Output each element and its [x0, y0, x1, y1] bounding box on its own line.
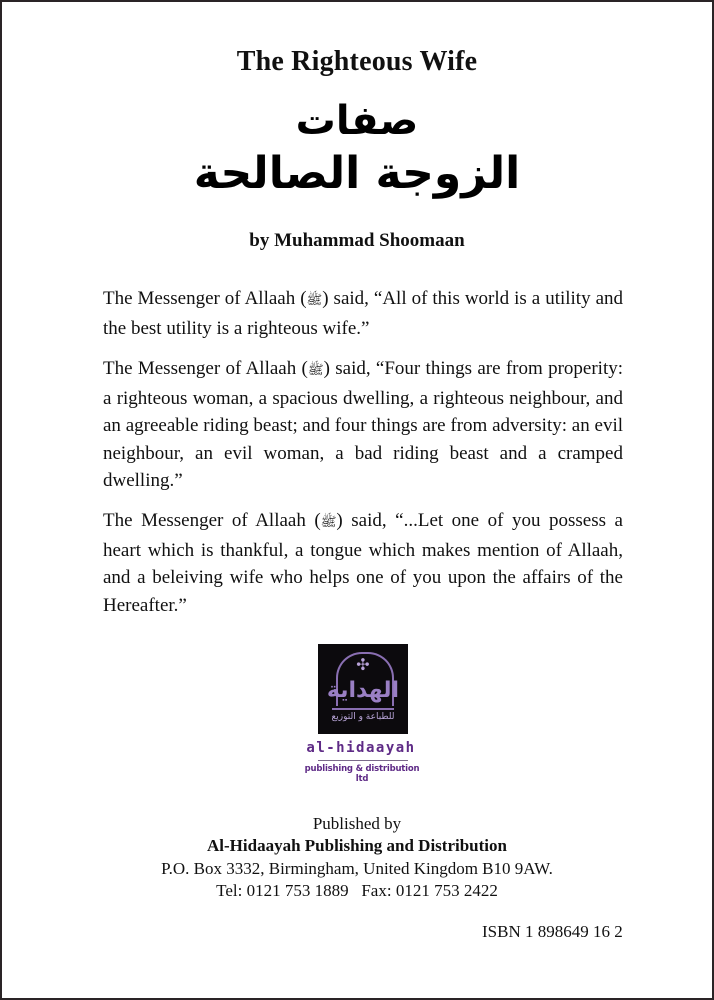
quote-text: ) said, “All of this world is a utility and the best utility is a righteous wife.”: [103, 288, 624, 339]
logo-subtitle: publishing & distribution ltd: [304, 764, 420, 784]
logo-arabic-name: الهداية: [326, 678, 400, 703]
hadith-quote-2: [103, 355, 623, 495]
isbn-number: ISBN 1 898649 16 2: [482, 922, 623, 941]
author-line: by Muhammad Shoomaan: [249, 230, 465, 251]
arabic-title-line2: الزوجة الصالحة: [193, 148, 521, 199]
publisher-address: P.O. Box 3332, Birmingham, United Kingdom B10 9AW.: [161, 859, 553, 878]
hadith-quote-3: [103, 507, 623, 619]
logo-underline: [332, 708, 394, 710]
published-by-label: Published by: [312, 814, 402, 833]
publisher-name: Al-Hidaayah Publishing and Distribution: [207, 836, 507, 855]
hadith-quote-1: [103, 285, 623, 342]
salawat-symbol-icon: ﷺ: [307, 363, 324, 378]
arabic-title-line1: صفات: [295, 98, 419, 144]
publisher-contact: Tel: 0121 753 1889 Fax: 0121 753 2422: [216, 881, 498, 900]
quote-text: ) said, “Four things are from properity: a righteous woman, a spacious dwelling, a righteous neighbour, and an agreeable riding beast; and four things are from adversity: an evil neighbour, an evil woman, a bad riding beast and a cramped dwelling.”: [103, 358, 623, 491]
book-title: The Righteous Wife: [236, 46, 478, 77]
logo-name: al-hidaayah: [306, 740, 416, 756]
logo-divider: [318, 760, 408, 761]
quote-lead: The Messenger of Allaah (: [103, 358, 308, 379]
publisher-logo: [318, 644, 408, 734]
quote-lead: The Messenger of Allaah (: [103, 510, 321, 531]
salawat-symbol-icon: ﷺ: [306, 293, 323, 308]
knot-ornament-icon: ✣: [356, 655, 370, 674]
logo-arabic-tagline: للطباعة و التوزيع: [331, 712, 395, 722]
salawat-symbol-icon: ﷺ: [320, 515, 337, 530]
quote-text: ) said, “...Let one of you possess a heart which is thankful, a tongue which makes mention of Allaah, and a beleiving wife who helps one of you upon the affairs of the Hereafter.”: [103, 510, 623, 616]
quote-lead: The Messenger of Allaah (: [103, 288, 307, 309]
